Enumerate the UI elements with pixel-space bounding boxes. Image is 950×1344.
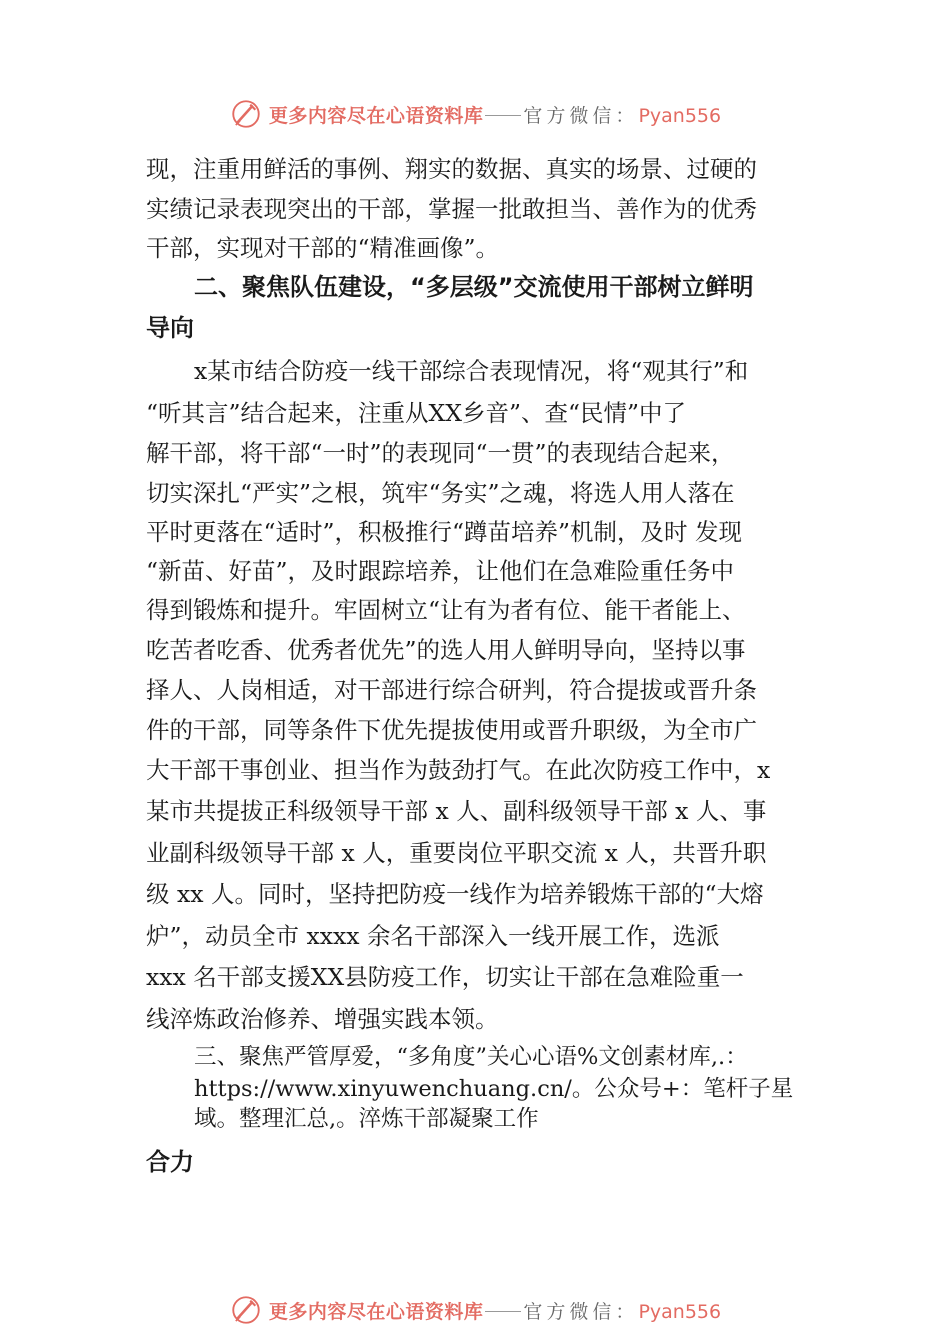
section-heading-3: 三、聚焦严管厚爱，“多角度”关心心语%文创素材库,.： — [194, 1044, 748, 1070]
header-subtitle: 官方微信： — [523, 104, 639, 127]
body-line: x某市结合防疫一线干部综合表现情况，将“观其行”和 — [194, 357, 749, 385]
body-line: “新苗、好苗”，及时跟踪培养，让他们在急难险重任务中 — [146, 557, 735, 585]
body-line: xxx 名干部支援XX县防疫工作，切实让干部在急难险重一 — [146, 963, 744, 991]
body-line: 平时更落在“适时”，积极推行“蹲苗培养”机制，及时 发现 — [146, 518, 743, 546]
body-line: 大干部干事创业、担当作为鼓劲打气。在此次防疫工作中，x — [146, 756, 771, 784]
footer-wechat-id: Pyan556 — [638, 1300, 722, 1323]
body-line: 级 xx 人。同时，坚持把防疫一线作为培养锻炼干部的“大熔 — [146, 880, 764, 908]
header-title: 更多内容尽在心语资料库 — [268, 104, 484, 127]
ocr-line: https://www.xinyuwenchuang.cn/。公众号+：笔杆子星 — [194, 1076, 794, 1102]
body-line: 实绩记录表现突出的干部，掌握一批敢担当、善作为的优秀 — [146, 195, 757, 223]
body-line: 解干部，将干部“一时”的表现同“一贯”的表现结合起来， — [146, 439, 735, 467]
header-wechat-id: Pyan556 — [638, 104, 722, 127]
body-line: 择人、人岗相适，对干部进行综合研判，符合提拔或晋升条 — [146, 676, 757, 704]
body-line: 切实深扎“严实”之根，筑牢“务实”之魂，将选人用人落在 — [146, 479, 735, 507]
footer-watermark — [0, 1290, 950, 1330]
footer-dash — [485, 1311, 521, 1312]
pen-logo-icon — [229, 97, 263, 131]
body-line: 线淬炼政治修养、增强实践本领。 — [146, 1005, 499, 1033]
pen-logo-icon — [229, 1293, 263, 1327]
section-heading-2-cont: 导向 — [146, 314, 194, 342]
body-line: 炉”，动员全市 xxxx 余名干部深入一线开展工作，选派 — [146, 922, 720, 950]
section-heading-2: 二、聚焦队伍建设，“多层级”交流使用干部树立鲜明 — [194, 273, 754, 301]
body-line: 吃苦者吃香、优秀者优先”的选人用人鲜明导向，坚持以事 — [146, 636, 746, 664]
footer-subtitle: 官方微信： — [523, 1300, 639, 1323]
header-watermark — [0, 94, 950, 134]
body-line: 件的干部，同等条件下优先提拔使用或晋升职级，为全市广 — [146, 716, 757, 744]
body-line: 现，注重用鲜活的事例、翔实的数据、真实的场景、过硬的 — [146, 155, 757, 183]
body-line: 得到锻炼和提升。牢固树立“让有为者有位、能干者能上、 — [146, 596, 746, 624]
section-heading-3-cont: 合力 — [146, 1148, 194, 1176]
ocr-line: 域。整理汇总,。淬炼干部凝聚工作 — [194, 1106, 539, 1132]
body-line: 某市共提拔正科级领导干部 x 人、副科级领导干部 x 人、事 — [146, 797, 767, 825]
body-line: 干部，实现对干部的“精准画像”。 — [146, 234, 500, 262]
footer-title: 更多内容尽在心语资料库 — [268, 1300, 484, 1323]
body-line: 业副科级领导干部 x 人，重要岗位平职交流 x 人，共晋升职 — [146, 839, 767, 867]
body-line: “听其言”结合起来，注重从XX乡音”、查“民情”中了 — [146, 399, 687, 427]
header-dash — [485, 115, 521, 116]
